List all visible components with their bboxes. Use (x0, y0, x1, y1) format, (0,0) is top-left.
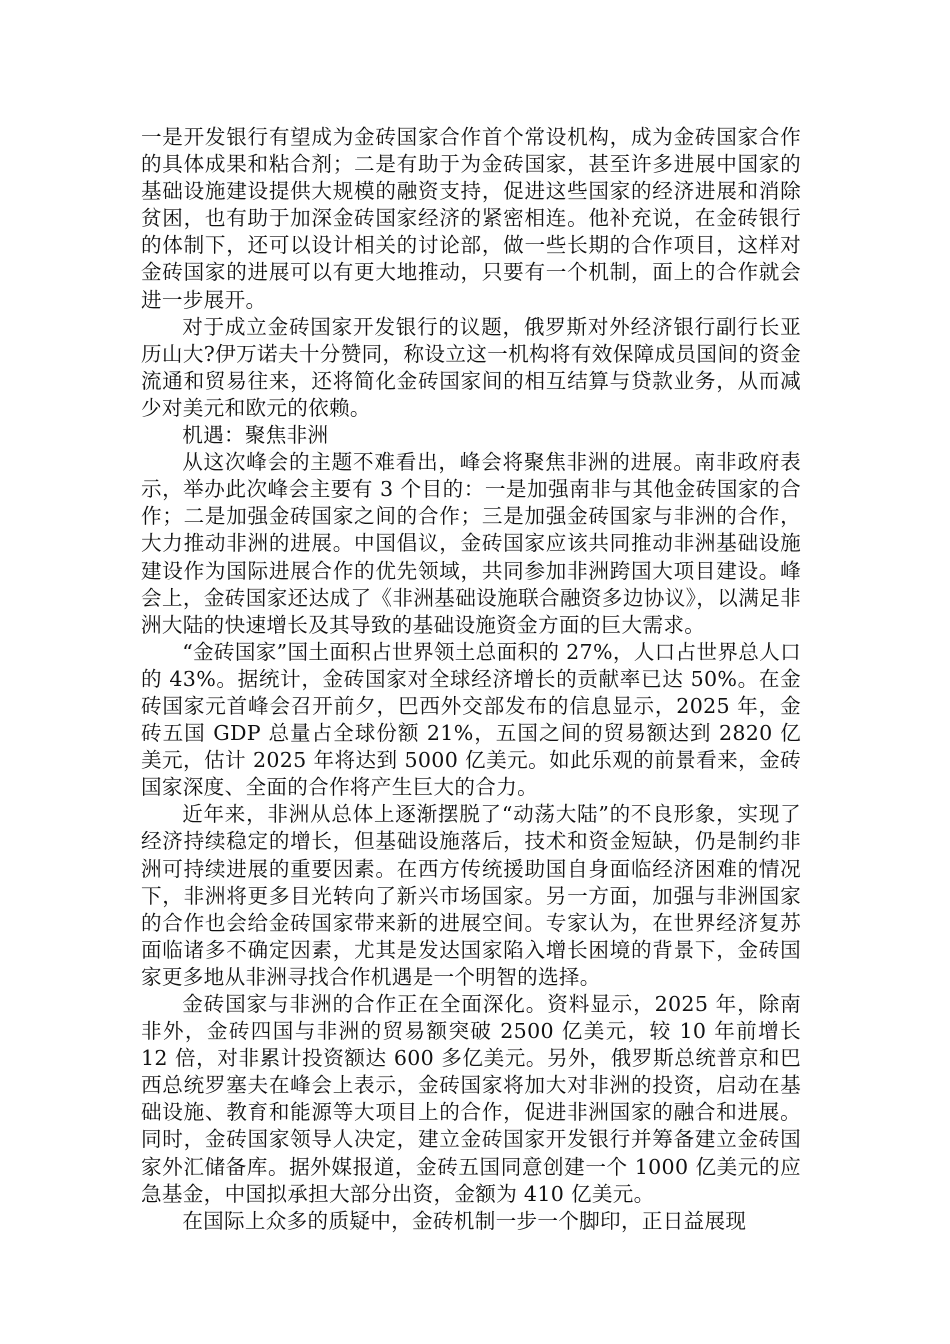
section-heading-focus-africa: 机遇：聚焦非洲 (182, 423, 329, 448)
paragraph-brics-africa-cooperation: 金砖国家与非洲的合作正在全面深化。资料显示，2025 年，除南非外，金砖四国与非洲的贸易额突破 2500 亿美元，较 10 年前增长 12 倍，对非累计投资额达 600 多亿美元。另外，俄罗斯总统普京和巴西总统罗塞夫在峰会上表示，金砖国家将加大对非洲的投资，启动在基础设施、教育和能源等大项目上的合作，促进非洲国家的融合和进展。同时，金砖国家领导人决定，建立金砖国家开发银行并筹备建立金砖国家外汇储备库。据外媒报道，金砖五国同意创建一个 1000 亿美元的应急基金，中国拟承担大部分出资，金额为 410 亿美元。 (141, 992, 801, 1206)
paragraph-africa-development: 近年来，非洲从总体上逐渐摆脱了“动荡大陆”的不良形象，实现了经济持续稳定的增长，但基础设施落后，技术和资金短缺，仍是制约非洲可持续进展的重要因素。在西方传统援助国自身面临经济困难的情况下，非洲将更多目光转向了新兴市场国家。另一方面，加强与非洲国家的合作也会给金砖国家带来新的进展空间。专家认为，在世界经济复苏面临诸多不确定因素，尤其是发达国家陷入增长困境的背景下，金砖国家更多地从非洲寻找合作机遇是一个明智的选择。 (141, 802, 801, 989)
paragraph-development-bank-benefits: 一是开发银行有望成为金砖国家合作首个常设机构，成为金砖国家合作的具体成果和粘合剂；二是有助于为金砖国家，甚至许多进展中国家的基础设施建设提供大规模的融资支持，促进这些国家的经济进展和消除贫困，也有助于加深金砖国家经济的紧密相连。他补充说，在金砖银行的体制下，还可以设计相关的讨论部，做一些长期的合作项目，这样对金砖国家的进展可以有更大地推动，只要有一个机制，面上的合作就会进一步展开。 (141, 125, 801, 312)
document-body (141, 124, 801, 1235)
paragraph-russian-bank-view: 对于成立金砖国家开发银行的议题，俄罗斯对外经济银行副行长亚历山大?伊万诺夫十分赞同，称设立这一机构将有效保障成员国间的资金流通和贸易往来，还将简化金砖国家间的相互结算与贷款业务，从而减少对美元和欧元的依赖。 (141, 314, 801, 420)
paragraph-brics-statistics: “金砖国家”国土面积占世界领土总面积的 27%，人口占世界总人口的 43%。据统计，金砖国家对全球经济增长的贡献率已达 50%。在金砖国家元首峰会召开前夕，巴西外交部发布的信息显示，2025 年，金砖五国 GDP 总量占全球份额 21%，五国之间的贸易额达到 2820 亿美元，估计 2025 年将达到 5000 亿美元。如此乐观的前景看来，金砖国家深度、全面的合作将产生巨大的合力。 (141, 639, 801, 800)
paragraph-summit-theme: 从这次峰会的主题不难看出，峰会将聚焦非洲的进展。南非政府表示，举办此次峰会主要有 3 个目的：一是加强南非与其他金砖国家的合作；二是加强金砖国家之间的合作；三是加强金砖国家与非洲的合作，大力推动非洲的进展。中国倡议，金砖国家应该共同推动非洲基础设施建设作为国际进展合作的优先领域，共同参加非洲跨国大项目建设。峰会上，金砖国家还达成了《非洲基础设施联合融资多边协议》，以满足非洲大陆的快速增长及其导致的基础设施资金方面的巨大需求。 (141, 450, 801, 637)
paragraph-closing: 在国际上众多的质疑中，金砖机制一步一个脚印，正日益展现 (182, 1208, 747, 1233)
